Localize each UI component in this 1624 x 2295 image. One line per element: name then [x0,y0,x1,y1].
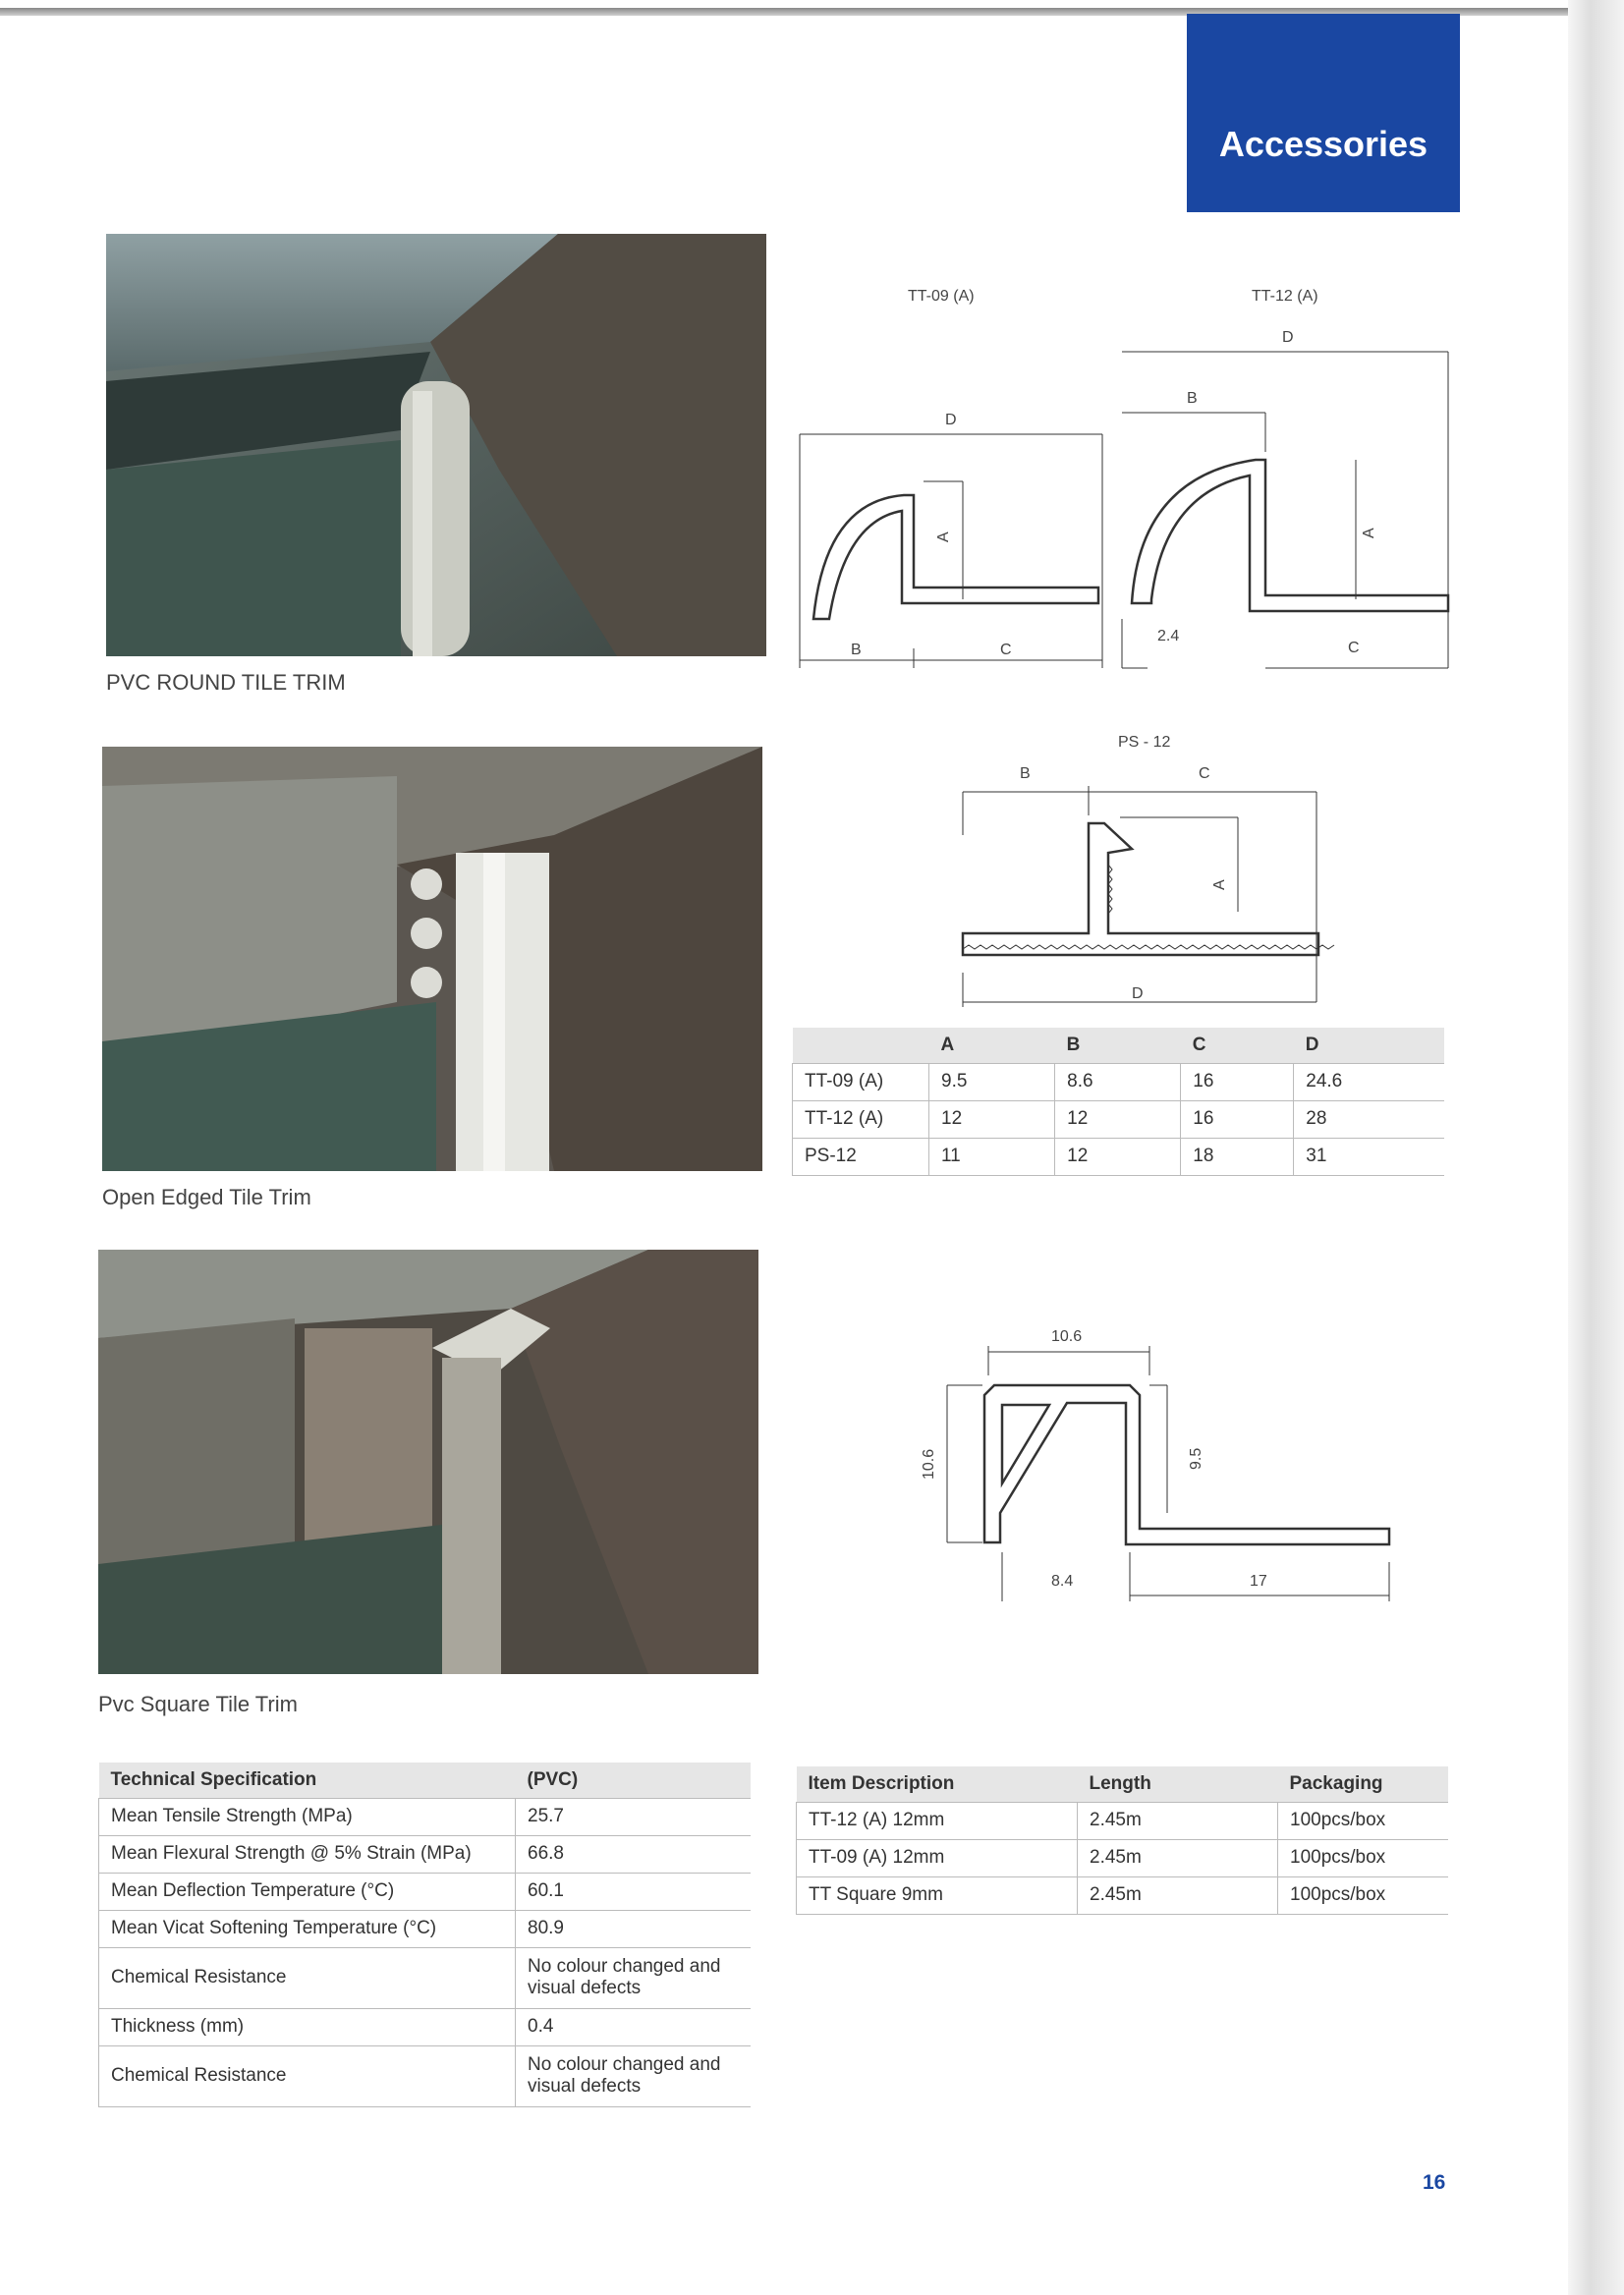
dim-label: D [1132,985,1144,1002]
product-caption: Open Edged Tile Trim [102,1185,311,1209]
table-row [793,1138,1445,1175]
table-cell: 60.1 [516,1873,752,1910]
dim-label: 8.4 [1051,1573,1074,1590]
dimension-table [792,1028,1444,1176]
table-cell: 12 [1055,1138,1181,1175]
table-cell: No colour changed and visual defects [516,1947,752,2008]
table-cell: 24.6 [1294,1063,1444,1100]
table-header: Item Description [797,1766,1078,1802]
table-cell: Mean Tensile Strength (MPa) [99,1798,516,1835]
dim-label: D [945,412,957,428]
ps12-profile-diagram [943,727,1336,1012]
table-row [99,1873,752,1910]
table-cell: 9.5 [929,1063,1055,1100]
table-cell: 16 [1181,1100,1294,1138]
dim-label: C [1348,640,1360,656]
table-header: (PVC) [516,1763,752,1798]
table-row [99,2008,752,2045]
dim-label: A [1361,528,1377,538]
dim-label: 17 [1250,1573,1267,1590]
table-row [797,1839,1449,1876]
item-description-table [796,1766,1448,1915]
table-cell: Mean Vicat Softening Temperature (°C) [99,1910,516,1947]
dim-label: B [1020,765,1031,782]
table-cell: Mean Flexural Strength @ 5% Strain (MPa) [99,1835,516,1873]
table-header [793,1028,929,1063]
table-header: C [1181,1028,1294,1063]
table-cell: 18 [1181,1138,1294,1175]
table-cell: 12 [929,1100,1055,1138]
table-cell: Chemical Resistance [99,1947,516,2008]
dim-label: 9.5 [1188,1447,1204,1470]
page-number: 16 [1423,2171,1446,2194]
table-cell: 2.45m [1078,1839,1278,1876]
section-banner [1187,14,1460,212]
table-header: Packaging [1278,1766,1449,1802]
table-header: D [1294,1028,1444,1063]
page-edge-shadow [1568,0,1624,2295]
table-cell: 25.7 [516,1798,752,1835]
table-cell: Thickness (mm) [99,2008,516,2045]
table-header: B [1055,1028,1181,1063]
table-cell: Chemical Resistance [99,2045,516,2106]
table-row [797,1802,1449,1839]
table-cell: 11 [929,1138,1055,1175]
table-row [99,1798,752,1835]
square-trim-profile-diagram [904,1316,1395,1611]
dim-label: C [1199,765,1210,782]
dim-label: 10.6 [921,1448,937,1480]
open-edged-trim-photo [102,747,762,1171]
table-row [797,1876,1449,1914]
table-cell: TT-09 (A) 12mm [797,1839,1078,1876]
table-cell: 66.8 [516,1835,752,1873]
table-row [99,1835,752,1873]
tt09-tt12-profile-diagram [786,275,1474,688]
diagram-title: TT-09 (A) [908,288,975,305]
table-cell: 16 [1181,1063,1294,1100]
table-cell: 100pcs/box [1278,1839,1449,1876]
table-header-row [793,1028,1445,1063]
table-row [793,1063,1445,1100]
product-caption: Pvc Square Tile Trim [98,1692,298,1716]
dim-label: 2.4 [1157,628,1180,644]
table-cell: 0.4 [516,2008,752,2045]
table-row [793,1100,1445,1138]
dim-label: B [851,642,862,658]
table-cell: TT-09 (A) [793,1063,929,1100]
dim-label: 10.6 [1051,1328,1083,1345]
dim-label: D [1282,329,1294,346]
table-cell: 28 [1294,1100,1444,1138]
table-row [99,1947,752,2008]
table-header: A [929,1028,1055,1063]
product-caption: PVC ROUND TILE TRIM [106,670,346,695]
table-header: Technical Specification [99,1763,516,1798]
table-cell: 80.9 [516,1910,752,1947]
square-trim-photo [98,1250,758,1674]
table-cell: 100pcs/box [1278,1876,1449,1914]
diagram-title: PS - 12 [1118,734,1171,751]
table-cell: 12 [1055,1100,1181,1138]
dim-label: A [935,532,952,542]
diagram-title: TT-12 (A) [1252,288,1318,305]
technical-specification-table [98,1763,751,2107]
table-header-row [797,1766,1449,1802]
dim-label: C [1000,642,1012,658]
table-cell: TT-12 (A) [793,1100,929,1138]
section-title: Accessories [1218,124,1428,164]
table-cell: PS-12 [793,1138,929,1175]
table-row [99,1910,752,1947]
table-cell: 100pcs/box [1278,1802,1449,1839]
table-header: Length [1078,1766,1278,1802]
round-trim-photo [106,234,766,656]
table-row [99,2045,752,2106]
table-cell: TT-12 (A) 12mm [797,1802,1078,1839]
table-cell: TT Square 9mm [797,1876,1078,1914]
table-cell: No colour changed and visual defects [516,2045,752,2106]
dim-label: B [1187,390,1198,407]
table-cell: 2.45m [1078,1876,1278,1914]
table-cell: 2.45m [1078,1802,1278,1839]
table-header-row [99,1763,752,1798]
table-cell: 31 [1294,1138,1444,1175]
table-cell: Mean Deflection Temperature (°C) [99,1873,516,1910]
dim-label: A [1211,879,1228,890]
table-cell: 8.6 [1055,1063,1181,1100]
